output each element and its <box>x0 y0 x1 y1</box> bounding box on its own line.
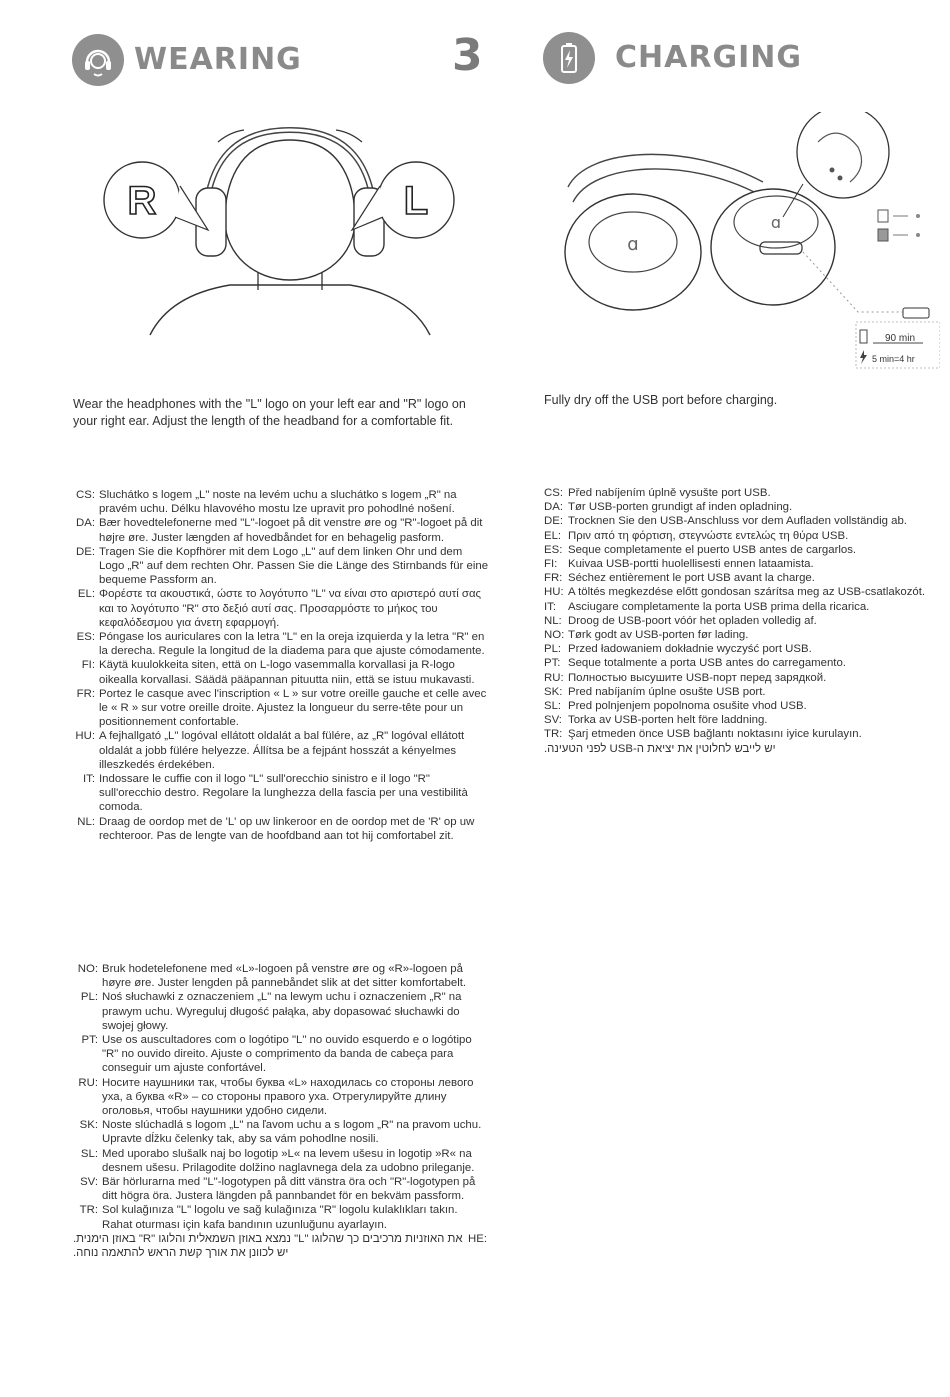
list-item <box>544 571 944 585</box>
list-item <box>544 543 944 557</box>
lang-code: DE: <box>76 545 95 558</box>
battery-charging-icon <box>543 32 595 84</box>
lang-code: CS: <box>544 487 563 499</box>
list-item <box>544 557 944 571</box>
list-item <box>70 545 490 588</box>
lang-code: SK: <box>544 685 563 698</box>
list-item <box>73 1118 491 1146</box>
lang-code: TR: <box>79 1204 98 1217</box>
lang-code: EL: <box>77 588 95 601</box>
list-item <box>70 516 490 544</box>
svg-text:ɑ: ɑ <box>770 213 782 232</box>
list-item <box>544 642 944 656</box>
lang-code: SV: <box>80 1176 98 1189</box>
lang-text: את האוזניות מרכיבים כך שהלוגו "L" נמצא באוזן השמאלית והלוגו "R" באוזן הימנית. יש לכוונן את אורך קשת הראש להתאמה נוחה. <box>73 1232 463 1260</box>
list-item <box>70 658 490 686</box>
lang-code: RU: <box>78 1076 98 1089</box>
lang-text: Tørk godt av USB-porten før lading. <box>568 629 749 642</box>
lang-text: Tragen Sie die Kopfhörer mit dem Logo „L" auf dem linken Ohr und dem Logo „R" auf dem rechten Ohr. Passen Sie die Länge des Stirnbands für eine bequeme Passform an. <box>99 545 489 587</box>
lang-code: IT: <box>82 773 95 786</box>
list-item <box>544 529 944 543</box>
lang-code: DA: <box>544 501 563 514</box>
lang-text: Φορέστε τα ακουστικά, ώστε το λογότυπο "L" να είναι στο αριστερό αυτί σας και το λογότυπο "R" στο δεξιό αυτί σας. Προσαρμόστε το μήκος του κεφαλόδεσμου για άνετη εφαρμογή. <box>99 588 482 629</box>
list-item <box>73 1203 491 1231</box>
lang-code: SL: <box>80 1147 98 1160</box>
list-item <box>544 671 944 685</box>
list-item <box>73 1175 491 1203</box>
list-item-hebrew <box>544 742 944 756</box>
quick-charge-time: 5 min=4 hr <box>872 354 915 364</box>
lang-code: HU: <box>544 586 564 599</box>
list-item <box>544 514 944 528</box>
wearing-translations-a <box>70 488 490 843</box>
lang-code: SV: <box>544 714 562 727</box>
lang-text: Kuivaa USB-portti huolellisesti ennen lataamista. <box>568 558 814 571</box>
lang-text: Droog de USB-poort vóór het opladen volledig af. <box>568 614 817 627</box>
right-ear-label: R <box>127 179 157 223</box>
list-item <box>544 600 944 614</box>
page-number: 3 <box>452 30 483 81</box>
lang-code: NO: <box>544 629 565 642</box>
list-item <box>70 729 490 772</box>
lang-text: Bruk hodetelefonene med «L»-logoen på venstre øre og «R»-logoen på høyre øre. Juster lengden på pannebåndet slik at det sitter komfortabelt. <box>102 963 467 990</box>
charging-intro: Fully dry off the USB port before charging. <box>544 393 778 407</box>
lang-code: FI: <box>544 558 558 571</box>
list-item <box>70 687 490 730</box>
list-item <box>73 1033 491 1076</box>
lang-text: Torka av USB-porten helt före laddning. <box>568 714 768 727</box>
lang-text: Przed ładowaniem dokładnie wyczyść port USB. <box>568 643 812 656</box>
lang-code: ES: <box>76 631 95 644</box>
list-item <box>70 815 490 843</box>
lang-code: SK: <box>79 1119 98 1132</box>
lang-code: PL: <box>80 991 98 1004</box>
list-item <box>544 656 944 670</box>
lang-text: יש לייבש לחלוטין את יציאת ה-USB לפני הטעינה. <box>544 742 776 755</box>
list-item <box>70 488 490 516</box>
wearing-intro: Wear the headphones with the "L" logo on your left ear and "R" logo on your right ear. Adjust the length of the headband for a comfortable fit. <box>73 397 466 428</box>
lang-code: :HE <box>468 1232 487 1245</box>
lang-text: Use os auscultadores com o logótipo "L" no ouvido esquerdo e o logótipo "R" no ouvido direito. Ajuste o comprimento da banda de cabeça para conseguir um ajuste confortável. <box>102 1034 472 1075</box>
list-item <box>544 585 944 599</box>
lang-code: HU: <box>75 730 95 743</box>
lang-code: RU: <box>544 671 564 684</box>
lang-text: Pred polnjenjem popolnoma osušite vhod USB. <box>568 700 807 713</box>
lang-text: Póngase los auriculares con la letra "L" en la oreja izquierda y la letra "R" en la derecha. Regule la longitud de la diadema para que ajuste cómodamente. <box>99 631 485 658</box>
right-ear-label-badge <box>128 179 157 223</box>
list-item-hebrew <box>73 1232 491 1260</box>
lang-code: SL: <box>544 700 562 713</box>
list-item <box>70 587 490 630</box>
lang-code: NO: <box>77 963 98 975</box>
lang-text: Tør USB-porten grundigt af inden opladning. <box>568 501 793 514</box>
list-item <box>73 1076 491 1119</box>
lang-code: ES: <box>544 543 563 556</box>
charging-translations <box>544 486 944 756</box>
charging-title: CHARGING <box>615 40 802 75</box>
lang-code: IT: <box>544 600 557 613</box>
lang-text: Bär hörlurarna med "L"-logotypen på ditt vänstra öra och "R"-logotypen på ditt högra öra. Justera längden på pannbandet för en bekväm passform. <box>102 1176 476 1203</box>
list-item <box>544 685 944 699</box>
list-item <box>544 486 944 500</box>
lang-code: CS: <box>76 489 95 501</box>
wearing-illustration <box>100 120 480 345</box>
list-item <box>70 772 490 815</box>
list-item <box>73 962 491 990</box>
lang-text: Şarj etmeden önce USB bağlantı noktasını iyice kurulayın. <box>568 728 862 741</box>
left-ear-label: L <box>403 179 429 223</box>
lang-code: NL: <box>544 614 562 627</box>
list-item <box>544 500 944 514</box>
lang-code: FI: <box>81 659 95 672</box>
lang-text: Séchez entièrement le port USB avant la charge. <box>568 572 815 585</box>
led-status-panel <box>878 210 920 241</box>
wearing-title: WEARING <box>134 42 302 77</box>
list-item <box>73 990 491 1033</box>
full-charge-time: 90 min <box>884 333 916 344</box>
headphones-head-icon <box>72 34 124 86</box>
lang-text: Trocknen Sie den USB-Anschluss vor dem Aufladen vollständig ab. <box>568 515 907 528</box>
list-item <box>70 630 490 658</box>
lang-code: FR: <box>76 687 95 700</box>
lang-text: A töltés megkezdése előtt gondosan szárítsa meg az USB-csatlakozót. <box>568 586 926 599</box>
lang-code: PT: <box>544 657 561 670</box>
lang-code: TR: <box>544 728 563 741</box>
lang-text: Noste slúchadlá s logom „L" na ľavom uchu a s logom „R" na pravom uchu. Upravte dĺžku čelenky tak, aby sa vám pohodlne nosili. <box>102 1119 482 1146</box>
lang-text: A fejhallgató „L" logóval ellátott oldalát a bal fülére, az „R" logóval ellátott oldalát a jobb fülére helyezze. Állítsa be a fejpánt hosszát a kényelmes illeszkedés érdekében. <box>99 730 465 771</box>
lang-text: Med uporabo slušalk naj bo logotip »L« na levem ušesu in logotip »R« na desnem ušesu. Prilagodite dolžino naglavnega dela za udobno prileganje. <box>102 1147 475 1174</box>
lang-code: NL: <box>77 815 95 828</box>
lang-code: PT: <box>81 1034 98 1047</box>
lang-text: Sol kulağınıza "L" logolu ve sağ kulağınıza "R" logolu kulaklıkları takın. Rahat oturması için kafa bandının uzunluğunu ayarlayın. <box>102 1204 458 1231</box>
lang-text: Portez le casque avec l'inscription « L » sur votre oreille gauche et celle avec le « R » sur votre oreille droite. Ajustez la longueur du serre-tête pour un positionnement confortable. <box>99 687 487 729</box>
left-ear-label-badge <box>404 179 428 223</box>
wearing-translations-b <box>73 962 491 1260</box>
list-item <box>544 628 944 642</box>
lang-text: Draag de oordop met de 'L' op uw linkeroor en de oordop met de 'R' op uw rechteroor. Pas de lengte van de hoofdband aan tot hij comfortabel zit. <box>99 815 475 842</box>
lang-code: FR: <box>544 572 563 585</box>
lang-code: DA: <box>76 517 95 530</box>
lang-text: Полностью высушите USB-порт перед зарядкой. <box>568 671 827 684</box>
lang-text: Seque completamente el puerto USB antes de cargarlos. <box>568 543 857 556</box>
list-item <box>73 1147 491 1175</box>
lang-code: PL: <box>544 643 562 656</box>
lang-code: EL: <box>544 529 562 542</box>
lang-text: Sluchátko s logem „L" noste na levém uchu a sluchátko s logem „R" na pravém uchu. Délku hlavového mostu lze upravit pro pohodlné nošení. <box>99 489 457 516</box>
list-item <box>544 713 944 727</box>
list-item <box>544 727 944 741</box>
lang-text: Käytä kuulokkeita siten, että on L-logo vasemmalla korvallasi ja R-logo oikealla korvallasi. Säädä pääpannan pituutta niin, että se istuu mukavasti. <box>99 659 475 686</box>
lang-code: DE: <box>544 515 563 528</box>
lang-text: Asciugare completamente la porta USB prima della ricarica. <box>568 600 870 613</box>
lang-text: Noś słuchawki z oznaczeniem „L" na lewym uchu i oznaczeniem „R" na prawym uchu. Wyreguluj długość pałąka, aby dopasować słuchawki do swojej głowy. <box>102 991 462 1032</box>
lang-text: Indossare le cuffie con il logo "L" sull'orecchio sinistro e il logo "R" sull'orecchio destro. Regolare la lunghezza della fascia per una vestibilità comoda. <box>99 773 468 814</box>
list-item <box>544 614 944 628</box>
svg-text:ɑ: ɑ <box>627 234 639 255</box>
lang-text: Seque totalmente a porta USB antes do carregamento. <box>568 657 846 670</box>
lang-text: Носите наушники так, чтобы буква «L» находилась со стороны левого уха, а буква «R» – со стороны правого уха. Отрегулируйте длину оголовья, чтобы наушники удобно сидели. <box>102 1076 474 1118</box>
charging-illustration <box>548 112 940 374</box>
lang-text: Πριν από τη φόρτιση, στεγνώστε εντελώς τη θύρα USB. <box>568 529 849 542</box>
lang-text: Pred nabíjaním úplne osušte USB port. <box>568 685 766 698</box>
lang-text: Před nabíjením úplně vysušte port USB. <box>568 487 771 499</box>
lang-text: Bær hovedtelefonerne med "L"-logoet på dit venstre øre og "R"-logoet på dit højre øre. Juster længden af hovedbåndet for en behagelig pasform. <box>99 517 483 544</box>
list-item <box>544 699 944 713</box>
